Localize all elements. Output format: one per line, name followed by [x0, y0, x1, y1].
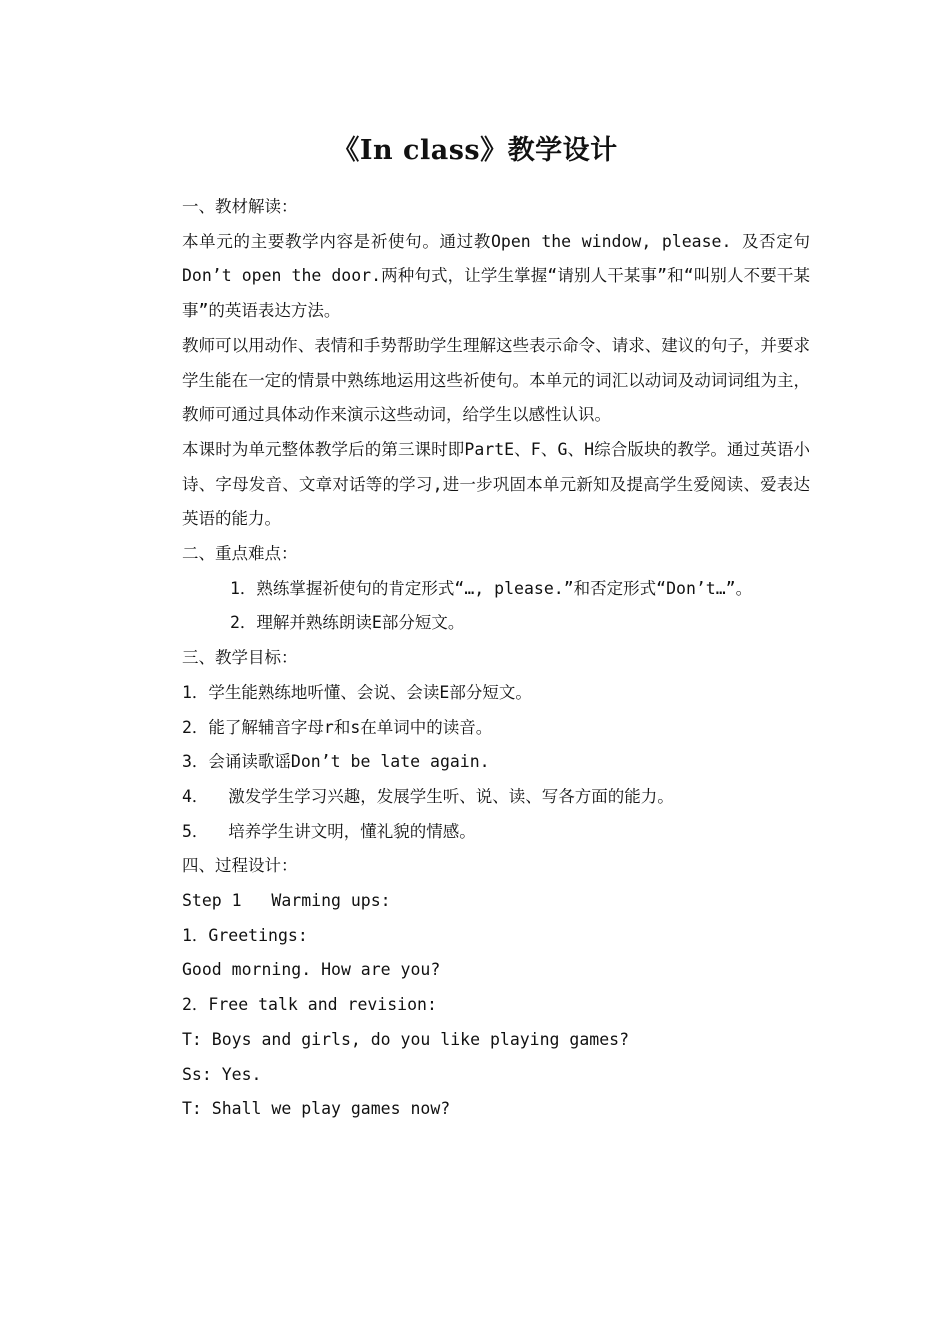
objective-item: 1．学生能熟练地听懂、会说、会读E部分短文。 [182, 682, 532, 702]
dialogue-line: T: Boys and girls, do you like playing games? [182, 1029, 630, 1049]
section-heading-objectives: 三、教学目标： [182, 648, 298, 668]
objective-item: 4． 激发学生学习兴趣，发展学生听、说、读、写各方面的能力。 [182, 786, 674, 806]
section-heading-textbook: 一、教材解读： [182, 197, 298, 216]
process-line: 2．Free talk and revision: [182, 995, 437, 1015]
key-point-item: 1．熟练掌握祈使句的肯定形式“…, please.”和否定形式“Don’t…”。 [230, 578, 753, 598]
objective-item: 3．会诵读歌谣Don’t be late again. [182, 752, 490, 772]
key-point-item: 2．理解并熟练朗读E部分短文。 [230, 613, 465, 633]
process-line: Good morning. How are you? [182, 960, 441, 980]
process-line: 1．Greetings: [182, 925, 308, 945]
dialogue-line: T: Shall we play games now? [182, 1099, 451, 1119]
objective-item: 5． 培养学生讲文明，懂礼貌的情感。 [182, 821, 476, 841]
paragraph-lesson-scope: 本课时为单元整体教学后的第三课时即PartE、F、G、H综合版块的教学。通过英语小诗、字母发音、文章对话等的学习,进一步巩固本单元新知及提高学生爱阅读、爱表达英语的能力。 [182, 439, 810, 529]
document-body [182, 190, 810, 1127]
paragraph-intro: 本单元的主要教学内容是祈使句。通过教Open the window, please. 及否定句Don’t open the door.两种句式，让学生掌握“请别人干某事”和“叫别人不要干某事”的英语表达方法。 [182, 231, 810, 321]
paragraph-teacher-method: 教师可以用动作、表情和手势帮助学生理解这些表示命令、请求、建议的句子，并要求学生能在一定的情景中熟练地运用这些祈使句。本单元的词汇以动词及动词词组为主，教师可通过具体动作来演示这些动词，给学生以感性认识。 [182, 335, 810, 425]
step-heading: Step 1 Warming ups: [182, 891, 391, 911]
document-title: 《In class》教学设计 [332, 135, 618, 166]
section-heading-key-points: 二、重点难点： [182, 544, 298, 564]
objective-item: 2．能了解辅音字母r和s在单词中的读音。 [182, 717, 493, 737]
dialogue-line: Ss: Yes. [182, 1064, 262, 1084]
section-heading-process: 四、过程设计： [182, 856, 298, 876]
